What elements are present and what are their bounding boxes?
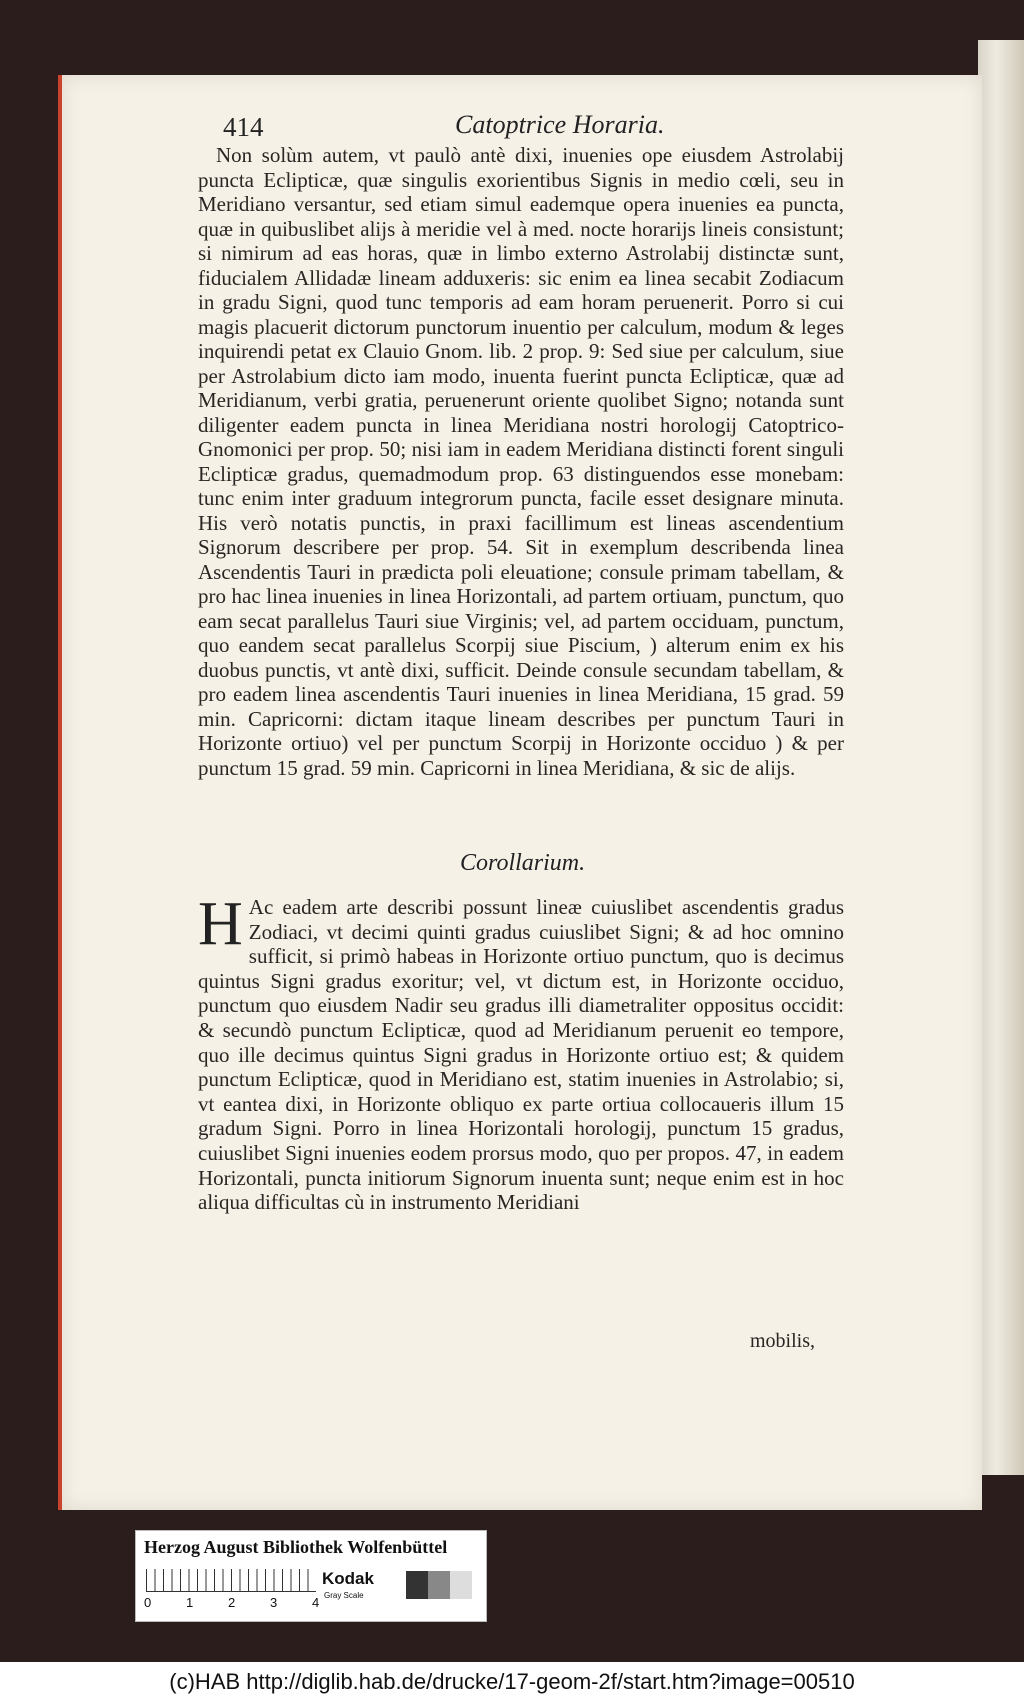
color-target (135, 1530, 487, 1622)
ruler-label: 4 (312, 1595, 320, 1610)
gray-patch-light (450, 1571, 472, 1599)
scale-ruler (146, 1569, 316, 1592)
corollary-text (198, 890, 844, 1215)
paragraph: Non solùm autem, vt paulò antè dixi, inuenies ope eiusdem Astrolabij puncta Eclipticæ, quæ singulis exorientibus Signis in medio cœli, seu in Meridiano versantur, sed etiam simul eademque opera inuenies ea puncta, quæ in quibuslibet alijs à meridie vel à med. nocte horarijs lineis consistunt; si nimirum ad eas horas, quæ in limbo externo Astrolabij distinctæ sunt, fiducialem Allidadæ lineam adduxeris: sic enim ea linea secabit Zodiacum in gradu Signi, quod tunc temporis ad eam horam peruenerit. Porro si cui magis placuerit dictorum punctorum inuentio per calculum, modum & leges inquirendi petat ex Clauio Gnom. lib. 2 prop. 9: Sed siue per calculum, siue per Astrolabium dicto iam modo, inuenta fuerint puncta Eclipticæ, quæ ad Meridianum, verbi gratia, peruenerunt oriente quolibet Signo; notanda sunt diligenter eadem puncta in linea Meridiana nostri horologij Catoptrico-Gnomonici per prop. 50; nisi iam in eadem Meridiana distincti forent singuli Eclipticæ gradus, quemadmodum prop. 63 distinguendos esse monebam: tunc enim inter graduum integrorum puncta, facile esset designare minuta. His verò notatis punctis, in praxi facillimum est lineas ascendentium Signorum describere per prop. 54. Sit in exemplum describenda linea Ascendentis Tauri in prædicta poli eleuatione; consule primam tabellam, & pro hac linea inuenies in linea Horizontali, ad partem ortiuam, punctum, quo eam secat parallelus Tauri siue Virginis; vel, ad partem occiduam, punctum, quo eandem secat parallelus Scorpij siue Piscium, ) alterum enim ex his duobus punctis, vt antè dixi, sufficit. Deinde consule secundam tabellam, & pro eadem linea ascendentis Tauri inuenies in linea Meridiana, 15 grad. 59 min. Capricorni: dictam itaque lineam describes per punctum Tauri in Horizonte ortiuo) vel per punctum Scorpij in Horizonte occiduo ) & per punctum 15 grad. 59 min. Capricorni in linea Meridiana, & sic de alijs. (198, 143, 844, 780)
gray-patch-mid (428, 1571, 450, 1599)
ruler-label: 0 (144, 1595, 152, 1610)
kodak-subtitle: Gray Scale (324, 1591, 364, 1600)
main-text (198, 143, 844, 780)
section-heading: Corollarium. (460, 850, 586, 876)
catchword: mobilis, (750, 1330, 816, 1352)
facing-page-edge (978, 40, 1024, 1475)
ruler-label: 1 (186, 1595, 194, 1610)
corollary-paragraph: Ac eadem arte describi possunt lineæ cuiuslibet ascendentis gradus Zodiaci, vt decimi quinti gradus cuiuslibet Signi; & ad hoc omnino sufficit, si primò habeas in Horizonte ortiuo punctum, quo is decimus quintus Signi gradus exoritur; vel, vt dictum est, in Horizonte occiduo, punctum quo eiusdem Nadir seu gradus illi diametraliter oppositus occidit: & secundò punctum Eclipticæ, quod ad Meridianum peruenit eo tempore, quo ille decimus quintus Signi gradus in Horizonte ortiuo est; & quidem punctum Eclipticæ, quod in Meridiano est, statim inuenies in Astrolabio; si, vt eantea dixi, in Horizonte obliquo ex parte ortiua collocaueris illum 15 gradum Signi. Porro in linea Horizontali horologij, punctum 15 gradus, cuiuslibet Signi inuenies eodem prorsus modo, quo per propos. 47, in eadem Horizontali, puncta initiorum Signorum inuenta sunt; neque enim est in hoc aliqua difficultas cù in instrumento Meridiani (198, 895, 844, 1215)
page-number: 414 (223, 112, 264, 142)
ruler-label: 2 (228, 1595, 236, 1610)
footer-credit: (c)HAB http://diglib.hab.de/drucke/17-geom-2f/start.htm?image=00510 (0, 1662, 1024, 1702)
drop-capital: H (198, 890, 243, 958)
gray-patch-dark (406, 1571, 428, 1599)
kodak-logo: Kodak (322, 1569, 374, 1588)
ruler-labels (144, 1595, 344, 1613)
running-head: Catoptrice Horaria. (455, 110, 665, 139)
library-name: Herzog August Bibliothek Wolfenbüttel (144, 1537, 448, 1557)
ruler-label: 3 (270, 1595, 278, 1610)
